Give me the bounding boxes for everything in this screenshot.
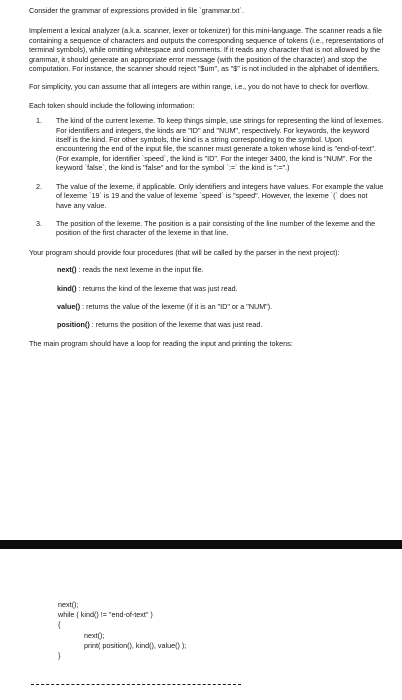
token-info-list [29,116,385,237]
list-item-text: The position of the lexeme. The position is a pair consisting of the line number of the lexeme and the position of the first character of the lexeme in that line. [56,218,376,238]
each-token-paragraph: Each token should include the following information: [29,100,195,110]
page-divider-band [0,540,402,549]
procedure-name: kind() [57,283,77,293]
code-snippet [58,600,186,661]
list-item-number: 3. [36,218,42,228]
procedure-list [57,265,385,330]
implement-paragraph: Implement a lexical analyzer (a.k.a. scanner, lexer or tokenizer) for this mini-language. The scanner reads a file containing a sequence of characters and outputs the corresponding sequence of tokens (i.e., representations of terminal symbols), while omitting whitespace and comments. If it reads any character that is not allowed by the grammar, it should generate an appropriate error message (with the position of the character) and stop the computation. For instance, the scanner should reject "$um", as "$" is not included in the alphabet of identifiers. [29,26,384,74]
intro-paragraph: Consider the grammar of expressions provided in file `grammar.txt`. [29,6,244,15]
procedure-name: value() [57,301,81,311]
procedure-name: next() [57,265,77,275]
main-program-paragraph: The main program should have a loop for reading the input and printing the tokens: [29,338,293,348]
code-line: while ( kind() != "end-of-text" ) [58,610,153,620]
list-item [29,182,385,210]
list-item-number: 2. [36,181,42,191]
procedure-position [57,320,385,329]
list-item-text: The kind of the current lexeme. To keep things simple, use strings for representing the kind of lexemes. For identifiers and integers, the kinds are "ID" and "NUM", respectively. For keywords, the keyword itself is the kind. For other symbols, the kind is a string corresponding to the symbol. Upon encountering the end of the input file, the scanner must generate a token whose kind is "end-of-text". (For example, for identifier `speed`, the kind is "ID". For the integer 3400, the kind is "NUM". For the keyword `false`, the kind is "false" and for the symbol `:=` the kind is ":=".) [56,116,384,173]
procedure-desc: : returns the value of the lexeme (if it is an "ID" or a "NUM"). [80,301,273,311]
code-line: } [58,651,61,661]
list-item-text: The value of the lexeme, if applicable. Only identifiers and integers have values. For example the value of lexeme `19` is 19 and the value of lexeme `speed` is "speed". However, the lexeme `(` does not have any value. [56,181,384,210]
list-item-number: 1. [36,116,42,126]
procedure-desc: : reads the next lexeme in the input file. [76,265,204,275]
procedure-value [57,302,385,311]
list-item [29,219,385,238]
procedures-paragraph: Your program should provide four procedures (that will be called by the parser in the next project): [29,247,340,257]
procedure-kind [57,284,385,293]
code-line: print( position(), kind(), value() ); [84,640,187,650]
simplicity-paragraph: For simplicity, you can assume that all integers are within range, i.e., you do not have to check for overflow. [29,82,369,92]
assignment-document [29,6,385,348]
procedure-desc: : returns the kind of the lexeme that was just read. [76,283,238,293]
procedure-next [57,265,385,274]
code-line: next(); [84,630,105,640]
code-line: next(); [58,600,79,609]
procedure-desc: : returns the position of the lexeme that was just read. [89,320,263,330]
procedure-name: position() [57,320,90,330]
code-line: { [58,620,61,630]
dashed-separator [31,684,241,685]
list-item [29,116,385,172]
